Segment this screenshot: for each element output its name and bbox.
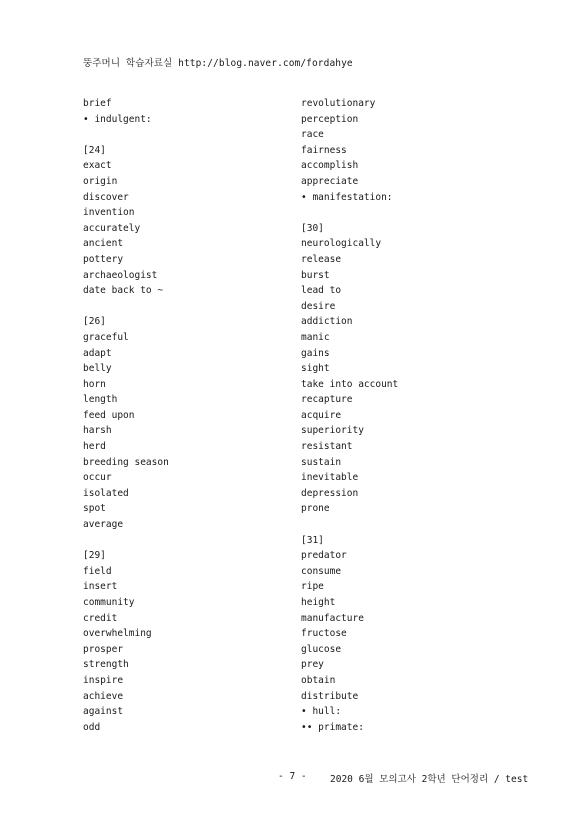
vocab-word: resistant <box>301 441 353 453</box>
vocab-word: manufacture <box>301 612 364 624</box>
vocab-word: depression <box>301 487 359 499</box>
vocab-word: brief <box>83 98 112 109</box>
vocab-word: accomplish <box>301 160 359 172</box>
vocab-word: ripe <box>301 581 324 593</box>
vocab-word: field <box>83 565 112 577</box>
vocab-word: horn <box>83 378 106 390</box>
vocab-word: pottery <box>83 253 124 265</box>
section-spacer <box>301 517 531 533</box>
section-heading: [24] <box>83 144 106 156</box>
vocab-word: length <box>83 394 118 406</box>
vocab-word: strength <box>83 659 129 671</box>
vocab-word: revolutionary <box>301 98 376 109</box>
vocab-word: • hull: <box>301 706 342 718</box>
vocab-word: overwhelming <box>83 628 152 640</box>
vocab-word: graceful <box>83 331 129 343</box>
section-spacer <box>83 533 313 549</box>
vocab-word: inevitable <box>301 472 359 484</box>
vocab-word: invention <box>83 207 135 219</box>
page-number: - 7 - <box>278 771 307 782</box>
vocab-word: ancient <box>83 238 124 250</box>
vocab-word: prone <box>301 503 330 515</box>
vocab-word: •• primate: <box>301 721 364 733</box>
section-heading: [31] <box>301 534 324 546</box>
vocab-word: credit <box>83 612 118 624</box>
section-spacer <box>301 205 531 221</box>
vocab-word: average <box>83 519 124 531</box>
vocab-word: sight <box>301 363 330 375</box>
vocab-word: discover <box>83 191 129 203</box>
vocab-word: • manifestation: <box>301 191 393 203</box>
vocab-word: neurologically <box>301 238 382 250</box>
vocab-word: obtain <box>301 674 336 686</box>
vocab-word: spot <box>83 503 106 515</box>
vocab-word: height <box>301 597 336 608</box>
vocab-word: glucose <box>301 643 342 655</box>
vocab-word: sustain <box>301 456 342 468</box>
vocab-word: perception <box>301 113 359 125</box>
section-spacer <box>83 127 313 143</box>
vocab-word: occur <box>83 472 112 484</box>
vocab-word: prosper <box>83 643 124 655</box>
vocab-word: superiority <box>301 425 364 437</box>
vocab-word: predator <box>301 550 347 562</box>
section-spacer <box>83 299 313 315</box>
vocab-word: adapt <box>83 347 112 359</box>
vocab-word: distribute <box>301 690 359 702</box>
vocab-word: prey <box>301 659 324 671</box>
section-heading: [30] <box>301 222 324 234</box>
left-word-column <box>83 96 313 735</box>
vocab-word: against <box>83 706 124 718</box>
section-heading: [29] <box>83 550 106 562</box>
page-header: 뚱주머니 학습자료실 http://blog.naver.com/fordahye <box>83 58 353 69</box>
vocab-word: accurately <box>83 222 141 234</box>
right-word-column <box>301 96 531 735</box>
section-heading: [26] <box>83 316 106 328</box>
vocab-word: breeding season <box>83 456 169 468</box>
vocab-word: appreciate <box>301 175 359 187</box>
vocab-word: herd <box>83 441 106 453</box>
vocab-word: gains <box>301 347 330 359</box>
vocab-word: fructose <box>301 628 347 640</box>
vocab-word: archaeologist <box>83 269 158 281</box>
vocab-word: date back to ~ <box>83 285 164 297</box>
vocab-word: desire <box>301 300 336 312</box>
vocab-word: origin <box>83 175 118 187</box>
vocab-word: fairness <box>301 144 347 156</box>
vocab-word: belly <box>83 363 112 375</box>
vocab-word: exact <box>83 160 112 172</box>
vocab-word: odd <box>83 721 101 733</box>
vocab-word: lead to <box>301 285 342 297</box>
vocab-word: feed upon <box>83 409 135 421</box>
vocab-word: manic <box>301 331 330 343</box>
vocab-word: community <box>83 597 135 608</box>
vocab-word: race <box>301 129 324 141</box>
vocab-word: • indulgent: <box>83 113 152 125</box>
document-title: 2020 6월 모의고사 2학년 단어정리 / test <box>330 774 529 785</box>
vocab-word: take into account <box>301 378 399 390</box>
vocab-word: burst <box>301 269 330 281</box>
vocab-word: inspire <box>83 674 124 686</box>
vocab-word: consume <box>301 565 342 577</box>
vocab-word: insert <box>83 581 118 593</box>
vocab-word: acquire <box>301 409 342 421</box>
vocab-word: addiction <box>301 316 353 328</box>
vocab-word: recapture <box>301 394 353 406</box>
vocab-word: isolated <box>83 487 129 499</box>
vocab-word: harsh <box>83 425 112 437</box>
vocab-word: achieve <box>83 690 124 702</box>
vocab-word: release <box>301 253 342 265</box>
